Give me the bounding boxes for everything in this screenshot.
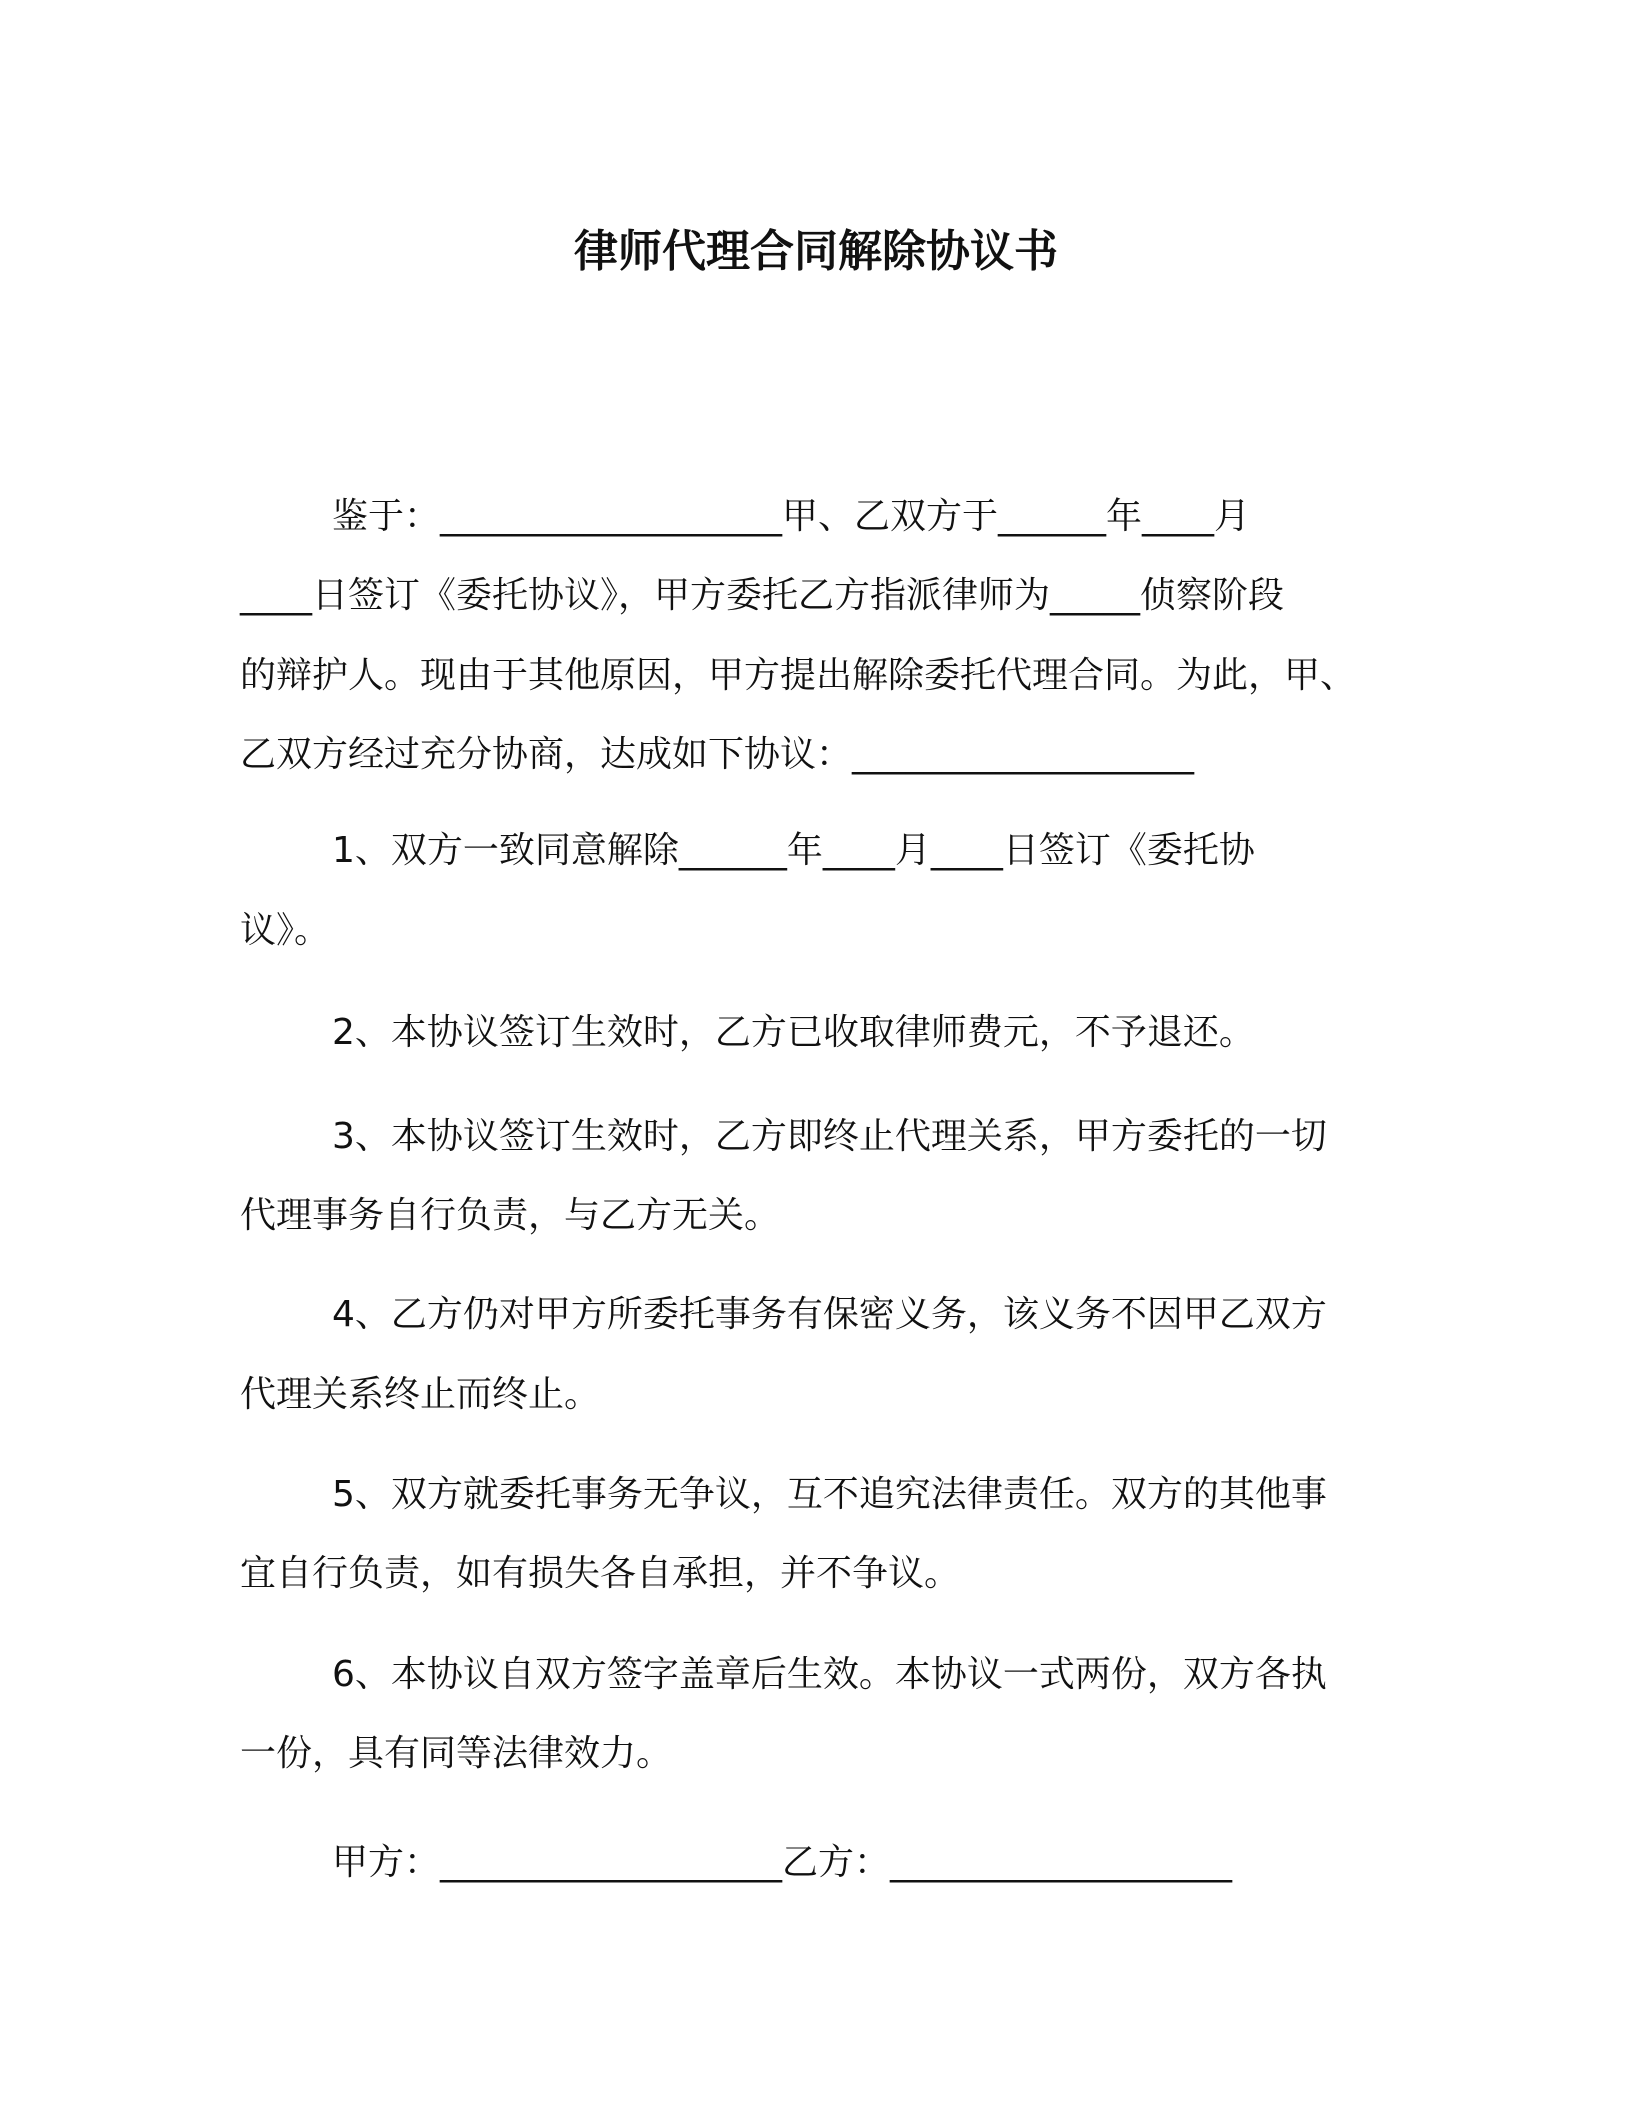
clause-5-line-1: 5、双方就委托事务无争议，互不追究法律责任。双方的其他事 bbox=[332, 1474, 1327, 1515]
clause-6-line-1: 6、本协议自双方签字盖章后生效。本协议一式两份，双方各执 bbox=[332, 1654, 1327, 1695]
preamble-line-4: 乙双方经过充分协商，达成如下协议：___________________ bbox=[240, 734, 1195, 775]
clause-4-line-2: 代理关系终止而终止。 bbox=[240, 1374, 601, 1415]
preamble-line-2: ____日签订《委托协议》，甲方委托乙方指派律师为_____侦察阶段 bbox=[240, 575, 1285, 616]
clause-4-line-1: 4、乙方仍对甲方所委托事务有保密义务，该义务不因甲乙双方 bbox=[332, 1294, 1327, 1335]
clause-1-line-2: 议》。 bbox=[240, 910, 331, 951]
clause-3-line-1: 3、本协议签订生效时，乙方即终止代理关系，甲方委托的一切 bbox=[332, 1116, 1327, 1157]
clause-2-line-1: 2、本协议签订生效时，乙方已收取律师费元，不予退还。 bbox=[332, 1012, 1255, 1053]
clause-1-line-1: 1、双方一致同意解除______年____月____日签订《委托协 bbox=[332, 830, 1255, 871]
clause-5-line-2: 宜自行负责，如有损失各自承担，并不争议。 bbox=[240, 1553, 961, 1594]
preamble-line-1: 鉴于：___________________甲、乙双方于______年____月 bbox=[332, 496, 1251, 537]
document-title: 律师代理合同解除协议书 bbox=[574, 226, 1058, 277]
clause-6-line-2: 一份，具有同等法律效力。 bbox=[240, 1733, 673, 1774]
clause-3-line-2: 代理事务自行负责，与乙方无关。 bbox=[240, 1195, 781, 1236]
preamble-line-3: 的辩护人。现由于其他原因，甲方提出解除委托代理合同。为此，甲、 bbox=[240, 655, 1357, 696]
signature-line: 甲方：___________________乙方：___________________ bbox=[332, 1842, 1233, 1883]
